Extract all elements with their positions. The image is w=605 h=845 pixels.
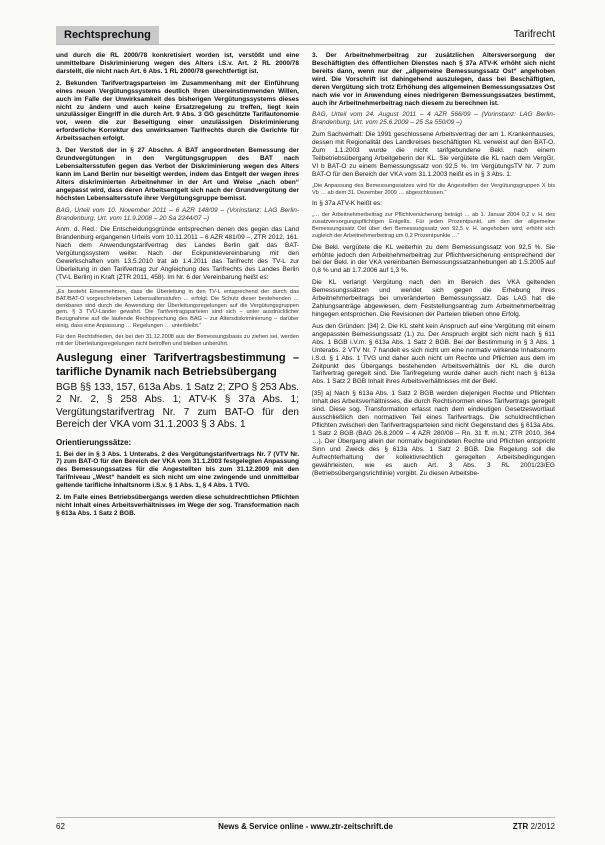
holding-1: und durch die RL 2000/78 konkretisiert worden ist, verstößt und eine unmittelbare Diskriminierung wegen des Alters i.S.v. Art. 2 RL 2000/78 darstellt, die nicht nach Art. 6 Abs. 1 RL 2000/78 gerechtfertigt ist.	[56, 52, 299, 75]
holding-2: 2. Bekunden Tarifvertragsparteien im Zusammenhang mit der Einführung eines neuen Vergütungssystems deutlich ihren übereinstimmenden Willen, auch im Falle der Unwirksamkeit des bisherigen Vergütungssystems dieses nicht zu ändern und auch keine Ersatzregelung zu treffen, liegt kein unzulässiger Eingriff in die durch Art. 9 Abs. 3 GG geschützte Tarifautonomie vor, wenn die zur Beseitigung einer unzulässigen Diskriminierung erforderliche Korrektur des unwirksamen Tarifrechts durch die Gerichte für Arbeitssachen erfolgt.	[56, 79, 299, 143]
reasons-1: Aus den Gründen: [34] 2. Die KL steht kein Anspruch auf eine Vergütung mit einem angepassten Bemessungssatz (1.) zu. Der Anspruch ergibt sich nicht nach § 611 Abs. 1 BGB i.V.m. § 613a Abs. 1 Satz 2 BGB. Bei der Bestimmung in § 3 Abs. 1 Unterabs. 2 VTV Nr. 7 handelt es sich nicht um eine normativ wirkende Inhaltsnorm i.S.d. § 1 Abs. 1 TVG und daher auch nicht um Rechte und Pflichten aus dem im Zeitpunkt des Übergangs bestehenden Arbeitsverhältnis der KL die durch Tarifvertrag geregelt sind. Die Tarifregelung wurde daher auch nicht nach § 613a Abs. 1 Satz 2 BGB Inhalt ihres Arbeitsverhältnisses mit der Bekl.	[312, 322, 555, 386]
facts-quote: „Die Anpassung des Bemessungssatzes wird für die Angestellten der Vergütungsgruppen X bis Vb … ab dem 31. Dezember 2009 … abgeschlossen.“	[312, 182, 555, 196]
right-column	[312, 52, 555, 481]
facts-2: In § 37a ATV-K heißt es:	[312, 200, 382, 208]
holding-3: 3. Der Verstoß der in § 27 Abschn. A BAT angeordneten Bemessung der Grundvergütungen in den Vergütungsgruppen des BAT nach Lebensaltersstufen gegen das Verbot der Diskriminierung wegen des Alters kann im Land Berlin nur beseitigt werden, indem das Entgelt der wegen ihres Alters diskriminierten Arbeitnehmer in der Art und Weise „nach oben“ angepasst wird, dass deren Arbeitsentgelt sich nach der Grundvergütung der höchsten Lebensaltersstufe ihrer Vergütungsgruppe bemisst.	[56, 147, 299, 202]
facts-quote-2: „… der Arbeitnehmerbeitrag zur Pflichtversicherung beträgt … ab 1. Januar 2004 0,2 v. H. des zusatzversorgungspflichtigen Entgelts. Für jeden Prozentpunkt, um den der allgemeine Bemessungssatz Ost über den Bemessungssatz von 92,5 v. H. angehoben wird, erhöht sich zugleich der Arbeitnehmerbeitrag um 0,2 Prozentpunkte …“	[312, 212, 555, 239]
page-header	[56, 26, 555, 45]
facts: Zum Sachverhalt: Die 1991 geschlossene Arbeitsvertrag der am 1. Krankenhauses, dessen mit Regionalität des Landkreises beschäftigten KL verweist auf den BAT-O. Zum 1.1.2003 wurde die nicht tarifgebundene Bekl. nach einem Teilbetriebsübergang Arbeitgeberin der KL. Sie vergütete die KL nach dem VergGr. VI b BAT-O zu einem Bemessungssatz von 92,5 %. Im VergütungsTV Nr. 7 zum BAT-O für den Bereich der VKA vom 31.1.2003 heißt es in § 3 Abs. 1:	[312, 131, 555, 178]
orientation-1: 1. Bei der in § 3 Abs. 1 Unterabs. 2 des Vergütungstarifvertrags Nr. 7 (VTV Nr. 7) zum BAT-O für den Bereich der VKA vom 31.1.2003 festgelegten Anpassung des Bemessungssatzes für die Angestellten bis zum 31.12.2009 mit den Tarifniveau „West“ handelt es sich nicht um eine zwingende und unmittelbar geltende tarifliche Inhaltsnorm i.S.v. § 1 Abs. 1, § 4 Abs. 1 TVG.	[56, 450, 299, 490]
orientation-heading: Orientierungssätze:	[56, 437, 132, 447]
norm-references: BGB §§ 133, 157, 613a Abs. 1 Satz 2; ZPO § 253 Abs. 2 Nr. 2, § 258 Abs. 1; ATV-K § 37a Abs. 1; Vergütungstarifvertrag Nr. 7 zum BAT-O für den Bereich der VKA vom 31.1.2003 § 3 Abs. 1	[56, 381, 299, 431]
issue-number: 2/2012	[530, 822, 555, 831]
journal-name: ZTR	[512, 822, 529, 831]
citation: BAG, Urteil vom 10. November 2011 – 6 AZR 148/09 – (Vorinstanz: LAG Berlin-Brandenburg, Urt. vom 11.9.2008 – 20 Sa 2244/07 –)	[56, 206, 299, 222]
quoted-text-2: Für den Rechtsfrieden, der bei den 31.12.2008 aus der Bemessungsbasis zu ziehen sei, werden mit der Überleitungsregelungen nicht betroffen und bleiben unberührt.	[56, 333, 299, 347]
page-number: 62	[56, 822, 65, 831]
orientation-2: 2. Im Falle eines Betriebsübergangs werden diese schuldrechtlichen Pflichten nicht Inhalt eines Arbeitsverhältnisses im Wege der sog. Transformation nach § 613a Abs. 1 Satz 2 BGB.	[56, 494, 299, 517]
topic-label: Tarifrecht	[513, 29, 555, 40]
section-label: Rechtsprechung	[56, 26, 159, 44]
page-footer	[56, 817, 555, 832]
editor-note: Anm. d. Red.: Die Entscheidungsgründe entsprechen denen des gegen das Land Brandenburg ergangenen Urteils vom 10.11.2011 – 6 AZR 481/09 –, ZTR 2012, 161. Nach dem Anwendungstarifvertrag des Landes Berlin galt das BAT-Vergütungssystem weiter. Nach der Eckpunktevereinbarung mit den Gewerkschaften vom 13.5.2010 trat ab 1.4.2011 das Tarifrecht des TV-L zur Überleitung in den Tarifvertrag zur Angleichung des Tarifrechts des Landes Berlin (TV-L Berlin) in Kraft (ZTR 2011, 458). Im Nr. 6 der Vereinbarung heißt es:	[56, 226, 299, 281]
citation-r: BAG, Urteil vom 24. August 2011 – 4 AZR 566/09 – (Vorinstanz: LAG Berlin-Brandenburg, Urt. vom 25.6.2009 – 25 Sa 550/09 –)	[312, 111, 555, 127]
facts-4: Die KL verlangt Vergütung nach den im Bereich des VKA geltenden Bemessungssätzen und wendet sich gegen die Erhebung ihres Arbeitnehmerbeitrags bei unveränderten Bemessungssatz. Das LAG hat die Zahlungsanträge abgewiesen, dem Feststellungsantrag zum Arbeitnehmerbeitrag hingegen entsprochen. Die Revisionen der Parteien blieben ohne Erfolg.	[312, 279, 555, 318]
holding-r1: 3. Der Arbeitnehmerbeitrag zur zusätzlichen Altersversorgung der Beschäftigten des öffentlichen Dienstes nach § 37a ATV-K erhöht sich nicht bereits dann, wenn nur der „allgemeine Bemessungssatz Ost“ angehoben wird. Die Vorschrift ist dahingehend auszulegen, dass bei Beschäftigten, deren Vergütung sich trotz Erhöhung des allgemeinen Bemessungssatzes Ost nach wie vor in Anwendung eines niedrigeren Bemessungssatzes bestimmt, auch ihr Arbeitnehmerbeitrag nach diesem zu berechnen ist.	[312, 52, 555, 107]
journal-issue	[513, 822, 555, 831]
facts-3: Die Bekl. vergütete die KL weiterhin zu dem Bemessungssatz von 92,5 %. Sie erhöhte jedoch den Arbeitnehmerbeitrag zur Pflichtversicherung entsprechend der bei der Bekl. in der VKA vereinbarten Bemessungssatzanhebungen ab 1.5.2005 auf 0,8 % und ab 1.7.2006 auf 1,3 %.	[312, 243, 555, 275]
reasons-2: [35] a) Nach § 613a Abs. 1 Satz 2 BGB werden diejenigen Rechte und Pflichten Inhalt des Arbeitsverhältnisses, die durch Rechtsnormen eines Tarifvertrags geregelt sind. Diese sog. Transformation erfasst nach dem eindeutigen Gesetzeswortlaut ausschließlich den normativen Teil eines Tarifvertrags. Die schuldrechtlichen Pflichten zwischen den Tarifvertragsparteien sind nicht Gegenstand des § 613a Abs. 1 Satz 2 BGB (BAG 26.8.2009 – 4 AZR 280/08 – Rn. 31 ff. m.N.; ZTR 2010, 364 …). Der Übergang allein der normativ begründeten Rechte und Pflichten entspricht Sinn und Zweck des § 613a Abs. 1 Satz 2 BGB. Die Regelung soll die Aufrechterhaltung der kollektivrechtlich geregelten Arbeitsbedingungen gewährleisten, wie es auch Art. 3 Abs. 3 RL 2001/23/EG (Betriebsübergangsrichtlinie) vorgibt. Zu diesen Arbeitsbe-	[312, 390, 555, 477]
left-column	[56, 52, 299, 522]
quoted-text: „Es besteht Einvernehmen, dass die Überleitung in den TV-L entsprechend der durch das BAT/BAT-O vorgeschriebenen Lebensaltersstufen … erfolgt. Die Schutz dieser bestehenden … denkbaren sind durch die Anwendung der Überleitungsregelungen auf die Vergütungsgruppen gem. § 3 TVÜ-Länder gewahrt. Die Tarifvertragsparteien sind sich – unter ausdrücklicher Bezugnahme auf die laufende Rechtsprechung des BAG – zur Altersdiskriminierung – darüber einig, dass eine Anpassung … Regelungen … unterbleibt.“	[56, 286, 299, 330]
footer-url[interactable]: News & Service online - www.ztr-zeitschrift.de	[218, 822, 393, 831]
case-title: Auslegung einer Tarifvertragsbestimmung – tarifliche Dynamik nach Betriebsübergang	[56, 352, 299, 378]
